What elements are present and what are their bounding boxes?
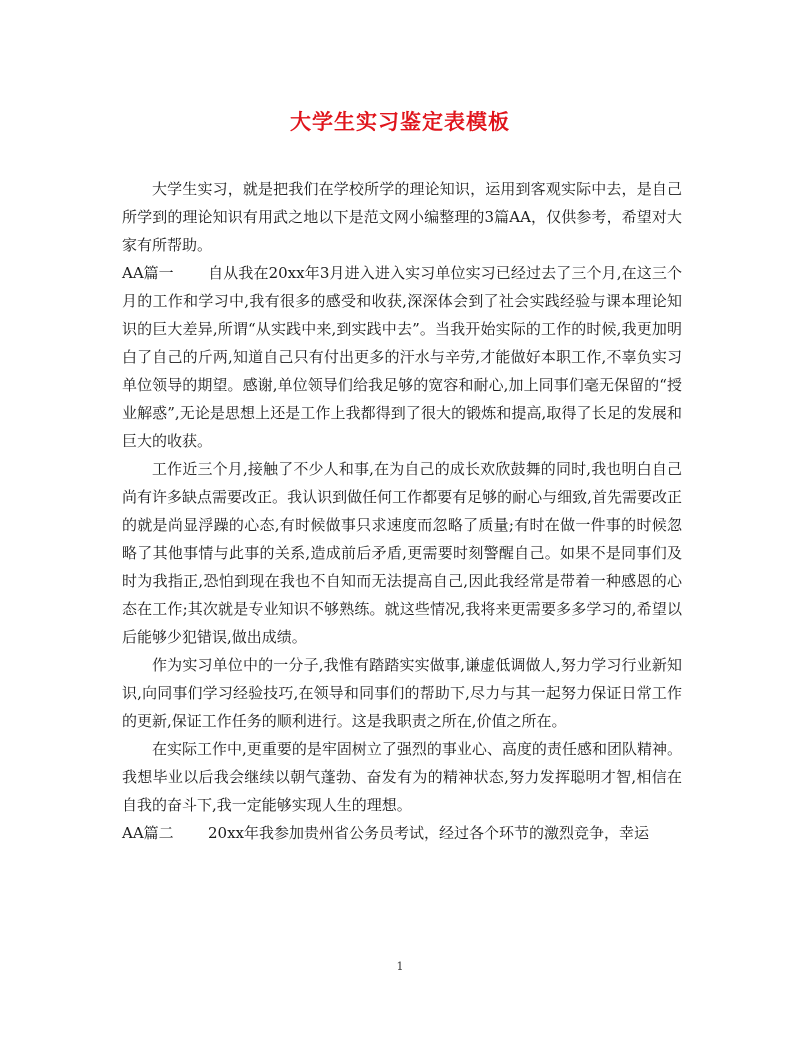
- section1-label: AA篇一: [122, 264, 174, 282]
- section1-paragraph-3: 作为实习单位中的一分子,我惟有踏踏实实做事,谦虚低调做人,努力学习行业新知识,向同事们学习经验技巧,在领导和同事们的帮助下,尽力与其一起努力保证日常工作的更新,保证工作任务的顺利进行。这是我职责之所在,价值之所在。: [122, 656, 682, 730]
- section1-first-paragraph: [122, 259, 682, 455]
- document-title: 大学生实习鉴定表模板: [290, 109, 510, 134]
- page-number: 1: [396, 960, 404, 973]
- intro-paragraph: 大学生实习，就是把我们在学校所学的理论知识，运用到客观实际中去，是自己所学到的理论知识有用武之地以下是范文网小编整理的3篇AA，仅供参考，希望对大家有所帮助。: [122, 180, 682, 254]
- document-body: [122, 175, 682, 847]
- section1-first-text: 自从我在20xx年3月进入进入实习单位实习已经过去了三个月,在这三个月的工作和学习中,我有很多的感受和收获,深深体会到了社会实践经验与课本理论知识的巨大差异,所谓“从实践中来,到实践中去”。当我开始实际的工作的时候,我更加明白了自己的斤两,知道自己只有付出更多的汗水与辛劳,才能做好本职工作,不辜负实习单位领导的期望。感谢,单位领导们给我足够的宽容和耐心,加上同事们毫无保留的“授业解惑”,无论是思想上还是工作上我都得到了很大的锻炼和提高,取得了长足的发展和巨大的收获。: [122, 264, 682, 450]
- section2-label: AA篇二: [122, 824, 174, 842]
- section2-first-text: 20xx年我参加贵州省公务员考试，经过各个环节的激烈竞争，幸运: [208, 824, 650, 842]
- section1-paragraph-2: 工作近三个月,接触了不少人和事,在为自己的成长欢欣鼓舞的同时,我也明白自己尚有许多缺点需要改正。我认识到做任何工作都要有足够的耐心与细致,首先需要改正的就是尚显浮躁的心态,有时候做事只求速度而忽略了质量;有时在做一件事的时候忽略了其他事情与此事的关系,造成前后矛盾,更需要时刻警醒自己。如果不是同事们及时为我指正,恐怕到现在我也不自知而无法提高自己,因此我经常是带着一种感恩的心态在工作;其次就是专业知识不够熟练。就这些情况,我将来更需要多多学习的,希望以后能够少犯错误,做出成绩。: [122, 460, 682, 646]
- section2-first-paragraph: [122, 819, 682, 847]
- section1-paragraph-4: 在实际工作中,更重要的是牢固树立了强烈的事业心、高度的责任感和团队精神。我想毕业以后我会继续以朝气蓬勃、奋发有为的精神状态,努力发挥聪明才智,相信在自我的奋斗下,我一定能够实现人生的理想。: [122, 740, 682, 814]
